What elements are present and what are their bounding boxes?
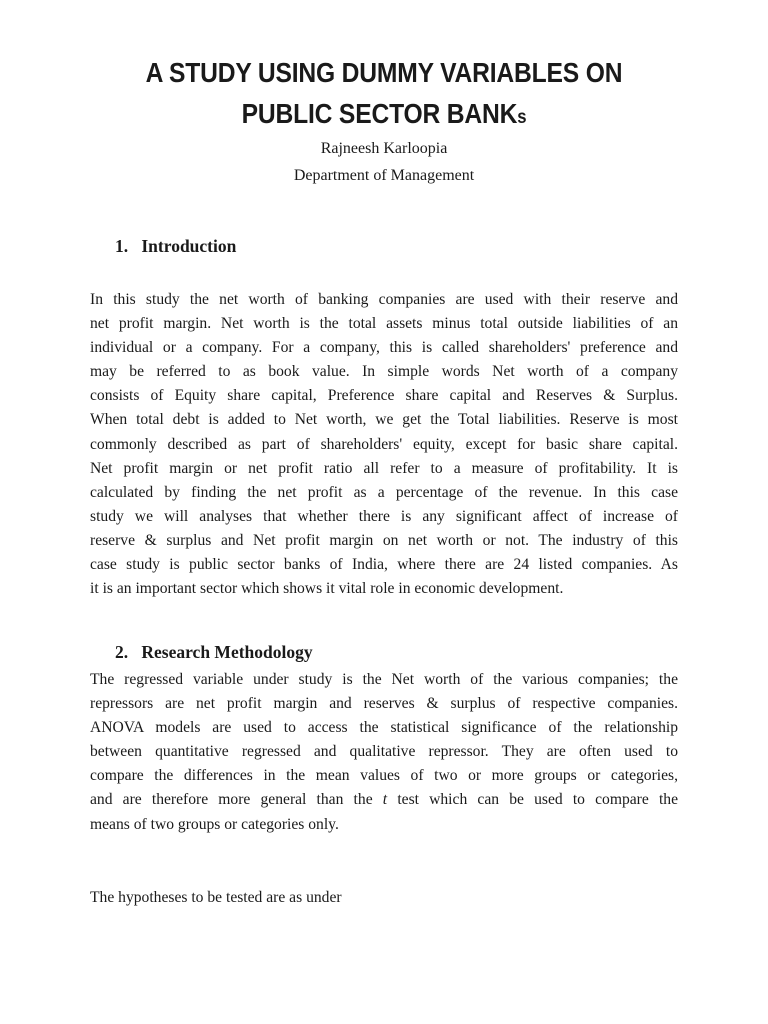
paragraph-line: case study is public sector banks of India, where there are 24 listed companies. As [90,556,678,574]
paragraph-line: net profit margin. Net worth is the total assets minus total outside liabilities of an [90,315,678,333]
paragraph-line: calculated by finding the net profit as a percentage of the revenue. In this case [90,483,678,501]
line-text: test which can be used to compare the [397,791,679,809]
paragraph-line: Net profit margin or net profit ratio all refer to a measure of profitability. It is [90,459,678,477]
paragraph-line: In this study the net worth of banking companies are used with their reserve and [90,291,678,308]
title-line-1: A STUDY USING DUMMY VARIABLES ON [145,57,623,88]
title-line-2 [99,93,669,138]
paragraph-line: it is an important sector which shows it vital role in economic development. [90,580,564,598]
paragraph-line: commonly described as part of shareholders' equity, except for basic share capital. [90,435,678,453]
title-line-2-tail: s [517,107,527,128]
section-title: Introduction [141,236,237,256]
paragraph-line: study we will analyses that whether there is any significant affect of increase of [90,507,678,525]
paragraph-line: When total debt is added to Net worth, we get the Total liabilities. Reserve is most [90,411,678,429]
paragraph-line [90,788,678,812]
paragraph-line: individual or a company. For a company, this is called shareholders' preference and [90,339,678,357]
methodology-paragraph [90,668,678,837]
title-line-2-main: PUBLIC SECTOR BANK [241,98,518,129]
paragraph-line: reserve & surplus and Net profit margin on net worth or not. The industry of this [90,531,678,549]
section-title: Research Methodology [141,642,313,662]
section-number: 2. [115,642,129,662]
paragraph-line: The regressed variable under study is the Net worth of the various companies; the [90,671,678,688]
section-number: 1. [115,236,129,256]
introduction-paragraph [90,288,678,601]
hypotheses-intro: The hypotheses to be tested are as under [90,889,342,906]
paragraph-line: means of two groups or categories only. [90,815,339,833]
author-department: Department of Management [293,167,475,184]
paragraph-line: may be referred to as book value. In simple words Net worth of a company [90,363,678,381]
paragraph-line: repressors are net profit margin and reserves & surplus of respective companies. [90,695,678,713]
paragraph-line: between quantitative regressed and qualitative repressor. They are often used to [90,743,678,761]
paragraph-line: compare the differences in the mean values of two or more groups or categories, [90,767,678,785]
section-heading-introduction [115,236,236,257]
paragraph-line: consists of Equity share capital, Preference share capital and Reserves & Surplus. [90,387,678,405]
paper-title [99,52,669,138]
author-name: Rajneesh Karloopia [320,140,448,157]
section-heading-research-methodology [115,642,313,663]
line-text: and are therefore more general than the [90,791,373,809]
paragraph-line: ANOVA models are used to access the statistical significance of the relationship [90,719,678,737]
t-test-symbol: t [382,791,388,809]
